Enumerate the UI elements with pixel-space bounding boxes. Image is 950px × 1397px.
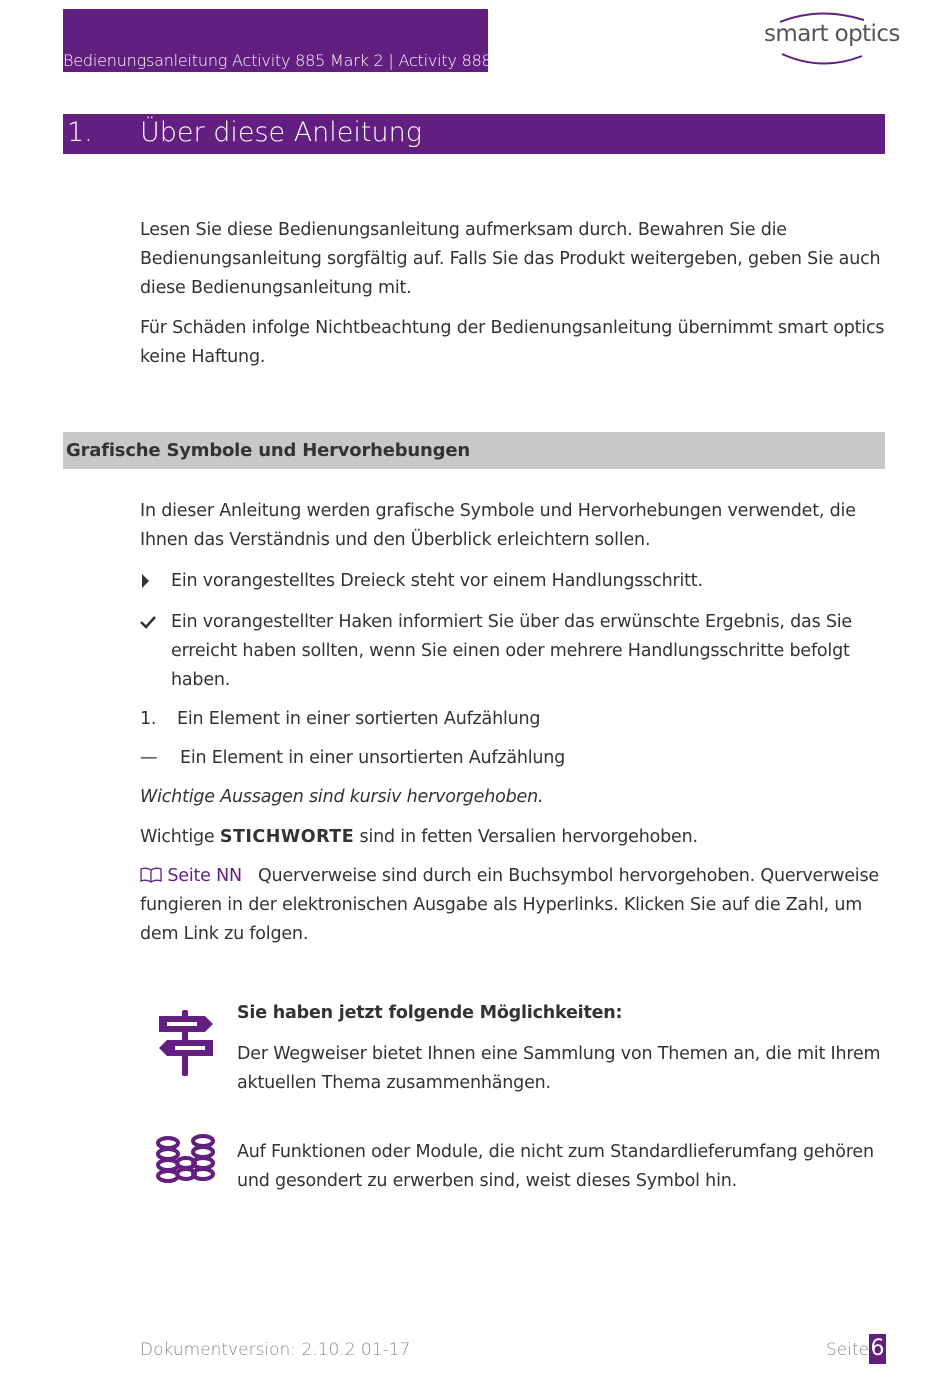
document-title: Bedienungsanleitung Activity 885 Mark 2 | Activity 888: [63, 51, 492, 70]
section-intro: In dieser Anleitung werden grafische Symbole und Hervorhebungen verwendet, die Ihnen das Verständnis und den Überblick erleichtern sollen.: [140, 501, 856, 550]
signpost-description: Der Wegweiser bietet Ihnen eine Sammlung von Themen an, die mit Ihrem aktuellen Thema zusammenhängen.: [237, 1044, 881, 1093]
result-example: Ein vorangestellter Haken informiert Sie über das erwünschte Ergebnis, das Sie erreicht haben sollten, wenn Sie einen oder mehrere Handlungsschritte befolgt haben.: [171, 612, 852, 690]
action-step-example: Ein vorangestelltes Dreieck steht vor einem Handlungsschritt.: [171, 571, 703, 591]
smart-optics-logo: [760, 8, 900, 68]
chapter-number: 1.: [67, 117, 93, 148]
unordered-list-example: Ein Element in einer unsortierten Aufzählung: [180, 748, 566, 768]
check-icon: [140, 615, 156, 629]
chapter-heading: [63, 114, 885, 154]
ordered-marker: 1.: [140, 709, 157, 729]
signpost-icon: [153, 1010, 219, 1076]
header-bar: [63, 9, 492, 72]
cross-reference-example: [140, 862, 885, 949]
section-title: Grafische Symbole und Hervorhebungen: [66, 440, 470, 461]
unordered-marker: —: [140, 748, 158, 768]
intro-paragraph-2: Für Schäden infolge Nichtbeachtung der Bedienungsanleitung übernimmt smart optics keine Haftung.: [140, 318, 885, 367]
book-icon: [140, 867, 162, 883]
keyword-prefix: Wichtige: [140, 827, 220, 847]
triangle-bullet-icon: [140, 573, 150, 589]
document-version: Dokumentversion: 2.10.2 01-17: [140, 1340, 411, 1360]
keyword-example: [140, 823, 885, 852]
section-heading: [63, 432, 885, 469]
page-label: Seite: [826, 1340, 870, 1360]
intro-paragraph-1: Lesen Sie diese Bedienungsanleitung aufmerksam durch. Bewahren Sie die Bedienungsanleitung sorgfältig auf. Falls Sie das Produkt weitergeben, geben Sie auch diese Bedienungsanleitung mit.: [140, 220, 881, 298]
keyword-suffix: sind in fetten Versalien hervorgehoben.: [354, 827, 698, 847]
ordered-list-example: Ein Element in einer sortierten Aufzählung: [177, 709, 541, 729]
coins-icon: [153, 1133, 219, 1199]
logo-text: smart optics: [764, 21, 900, 47]
optional-module-description: Auf Funktionen oder Module, die nicht zum Standardlieferumfang gehören und gesondert zu erwerben sind, weist dieses Symbol hin.: [237, 1142, 874, 1191]
page-number: 6: [869, 1334, 886, 1364]
cross-reference-link[interactable]: Seite NN: [167, 866, 242, 886]
chapter-title: Über diese Anleitung: [140, 117, 422, 148]
keyword-caps: STICHWORTE: [219, 827, 355, 847]
cross-reference-text: Querverweise sind durch ein Buchsymbol hervorgehoben. Querverweise fungieren in der elektronischen Ausgabe als Hyperlinks. Klicken Sie auf die Zahl, um dem Link zu folgen.: [140, 866, 879, 944]
italic-example: Wichtige Aussagen sind kursiv hervorgehoben.: [140, 787, 544, 807]
options-heading: Sie haben jetzt folgende Möglichkeiten:: [237, 1003, 623, 1023]
